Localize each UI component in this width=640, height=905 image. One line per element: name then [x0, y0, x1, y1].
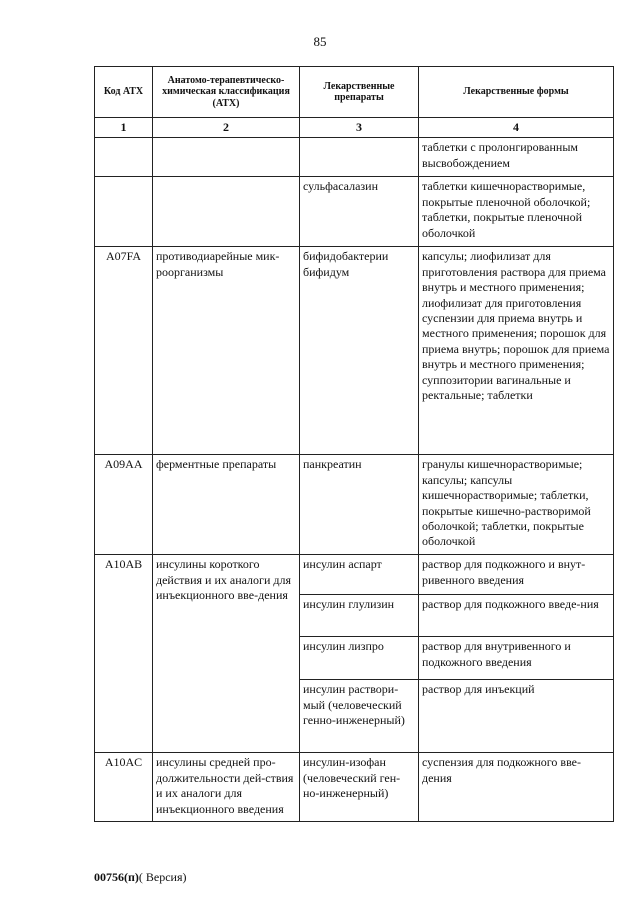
drug-cell: [300, 138, 419, 177]
forms-cell: капсулы; лиофилизат для приготовления раствора для приема внутрь и местного применения; лиофилизат для приготовления суспензии для приема внутрь и местного применения; порошок для приема внутрь; порошок для приема внутрь и местного применения; суппозитории вагинальные и ректальные; таблетки: [419, 247, 614, 455]
header-forms: Лекарственные формы: [419, 67, 614, 118]
header-classification: Анатомо-терапевтическо-химическая классификация (АТХ): [153, 67, 300, 118]
atx-code-cell: [95, 138, 153, 177]
drug-cell: инсулин-изофан (человеческий ген-но-инженерный): [300, 753, 419, 822]
forms-cell: раствор для подкожного введе-ния: [419, 595, 614, 637]
drug-cell: бифидобактерии бифидум: [300, 247, 419, 455]
forms-cell: гранулы кишечнорастворимые; капсулы; капсулы кишечнорастворимые; таблетки, покрытые кишечно-растворимой оболочкой; таблетки, покрытые оболочкой: [419, 455, 614, 555]
header-code: Код АТХ: [95, 67, 153, 118]
classification-cell: [153, 177, 300, 247]
column-number: 2: [153, 118, 300, 138]
table-row: [95, 138, 614, 177]
classification-cell: [153, 138, 300, 177]
atx-code-cell: A07FA: [95, 247, 153, 455]
atx-code-cell: A10AB: [95, 555, 153, 753]
column-number: 1: [95, 118, 153, 138]
column-number: 4: [419, 118, 614, 138]
classification-cell: ферментные препараты: [153, 455, 300, 555]
table-row: [95, 247, 614, 455]
classification-cell: инсулины короткого действия и их аналоги для инъекционного вве-дения: [153, 555, 300, 753]
header-drugs: Лекарственные препараты: [300, 67, 419, 118]
drug-cell: инсулин глулизин: [300, 595, 419, 637]
forms-cell: суспензия для подкожного вве-дения: [419, 753, 614, 822]
drug-cell: инсулин лизпро: [300, 637, 419, 680]
drug-cell: инсулин раствори-мый (человеческий генно-инженерный): [300, 680, 419, 753]
table-row: [95, 753, 614, 822]
drug-cell: инсулин аспарт: [300, 555, 419, 595]
drug-cell: панкреатин: [300, 455, 419, 555]
forms-cell: раствор для инъекций: [419, 680, 614, 753]
version-label: ( Версия): [138, 870, 187, 884]
footer: [94, 870, 187, 885]
forms-cell: таблетки с пролонгированным высвобождением: [419, 138, 614, 177]
document-id: 00756(п): [94, 870, 139, 884]
atx-table: [94, 66, 614, 822]
forms-cell: раствор для подкожного и внут-ривенного введения: [419, 555, 614, 595]
column-number-row: [95, 118, 614, 138]
table-row: [95, 455, 614, 555]
classification-cell: инсулины средней про-должительности дей-ствия и их аналоги для инъекционного введения: [153, 753, 300, 822]
forms-cell: таблетки кишечнорастворимые, покрытые пленочной оболочкой; таблетки, покрытые пленочной оболочкой: [419, 177, 614, 247]
forms-cell: раствор для внутривенного и подкожного введения: [419, 637, 614, 680]
atx-code-cell: A09AA: [95, 455, 153, 555]
table-row: [95, 555, 614, 595]
header-row: [95, 67, 614, 118]
column-number: 3: [300, 118, 419, 138]
page-number: 85: [313, 34, 327, 49]
classification-cell: противодиарейные мик-роорганизмы: [153, 247, 300, 455]
drug-cell: сульфасалазин: [300, 177, 419, 247]
atx-code-cell: [95, 177, 153, 247]
atx-code-cell: A10AC: [95, 753, 153, 822]
table-row: [95, 177, 614, 247]
